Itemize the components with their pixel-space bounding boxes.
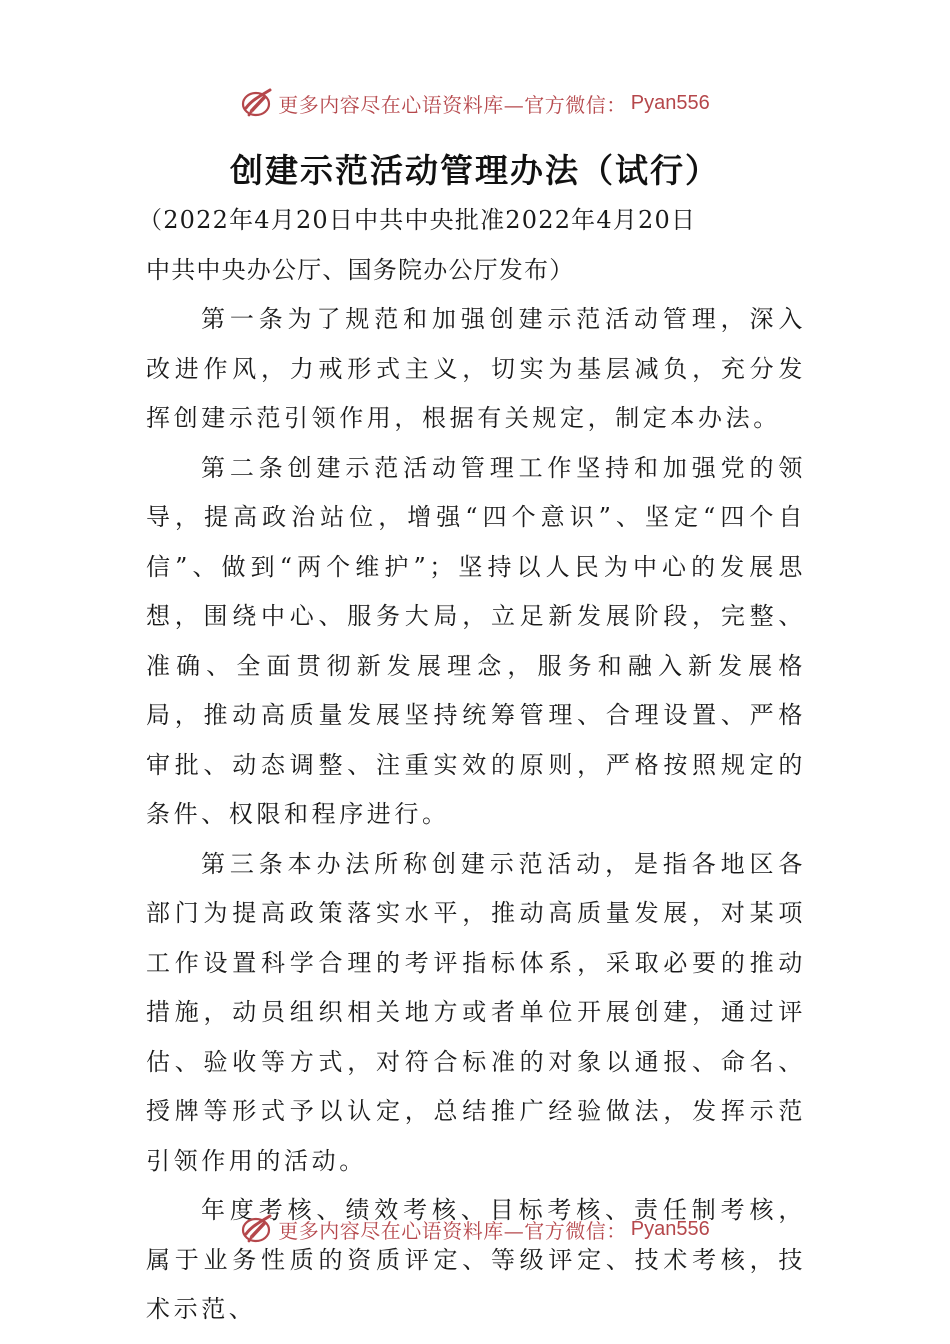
- watermark-text: 更多内容尽在心语资料库—官方微信：: [278, 1218, 627, 1243]
- watermark-wechat-id: Pyan556: [630, 91, 710, 114]
- header-watermark-banner: [0, 83, 950, 123]
- footer-watermark-banner: [0, 1209, 950, 1249]
- article-3-paragraph: 第三条本办法所称创建示范活动，是指各地区各部门为提高政策落实水平，推动高质量发展，对某项工作设置科学合理的考评指标体系，采取必要的推动措施，动员组织相关地方或者单位开展创建，通过评估、验收等方式，对符合标准的对象以通报、命名、授牌等形式予以认定，总结推广经验做法，发挥示范引领作用的活动。: [146, 849, 806, 1175]
- article-2-paragraph: 第二条创建示范活动管理工作坚持和加强党的领导，提高政治站位，增强“四个意识”、坚定“四个自信”、做到“两个维护”；坚持以人民为中心的发展思想，围绕中心、服务大局，立足新发展阶段，完整、准确、全面贯彻新发展理念，服务和融入新发展格局，推动高质量发展坚持统筹管理、合理设置、严格审批、动态调整、注重实效的原则，严格按照规定的条件、权限和程序进行。: [146, 453, 806, 828]
- document-subtitle-line-2: 中共中央办公厅、国务院办公厅发布）: [146, 255, 575, 284]
- pen-in-circle-icon: [240, 1212, 274, 1246]
- watermark-wechat-id: Pyan556: [630, 1217, 710, 1240]
- pen-in-circle-icon: [240, 86, 274, 120]
- article-3-continuation-paragraph: 年度考核、绩效考核、目标考核、责任制考核，属于业务性质的资质评定、等级评定、技术考核，技术示范、: [146, 1196, 806, 1323]
- document-title: 创建示范活动管理办法（试行）: [230, 151, 720, 190]
- article-1-paragraph: 第一条为了规范和加强创建示范活动管理，深入改进作风，力戒形式主义，切实为基层减负，充分发挥创建示范引领作用，根据有关规定，制定本办法。: [146, 305, 806, 432]
- document-subtitle-line-1: （2022年4月20日中共中央批准2022年4月20日: [138, 206, 697, 234]
- document-body: [138, 196, 806, 1335]
- watermark-text: 更多内容尽在心语资料库—官方微信：: [278, 92, 627, 117]
